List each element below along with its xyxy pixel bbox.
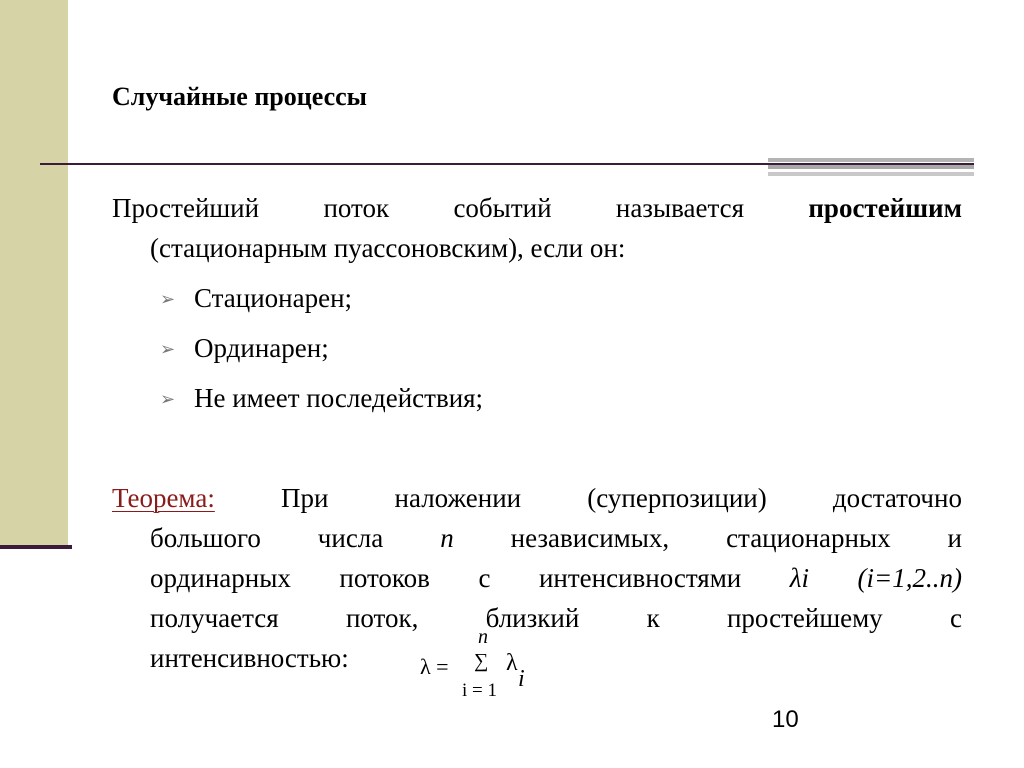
list-item: ➢ Стационарен; bbox=[160, 278, 352, 318]
formula-upper-limit: n bbox=[478, 626, 488, 648]
sum-icon: ∑ bbox=[474, 650, 489, 672]
formula-subscript: i bbox=[518, 666, 525, 692]
title-rule-accent bbox=[768, 158, 974, 177]
formula-lower-limit: i = 1 bbox=[462, 680, 497, 701]
definition-line-1: Простейший поток событий называется простейшим bbox=[112, 188, 962, 228]
theorem-line-1: Теорема: При наложении (суперпозиции) достаточно bbox=[112, 478, 962, 518]
page-number: 10 bbox=[772, 706, 799, 733]
theorem-line-5: интенсивностью: bbox=[150, 643, 349, 673]
definition-paragraph bbox=[112, 188, 962, 268]
arrow-bullet-icon: ➢ bbox=[160, 289, 176, 309]
intensity-formula bbox=[420, 626, 550, 701]
theorem-line-4: получается поток, близкий к простейшему с bbox=[150, 603, 962, 633]
emphasized-term: простейшим bbox=[808, 193, 962, 223]
theorem-line-3: ординарных потоков с интенсивностями λi (i=1,2..n) bbox=[150, 563, 962, 593]
formula-lhs: λ = bbox=[420, 654, 449, 679]
list-item: ➢ Ординарен; bbox=[160, 328, 329, 368]
list-item: ➢ Не имеет последействия; bbox=[160, 378, 483, 418]
arrow-bullet-icon: ➢ bbox=[160, 389, 176, 409]
theorem-label: Теорема: bbox=[112, 483, 215, 513]
arrow-bullet-icon: ➢ bbox=[160, 339, 176, 359]
slide-title: Случайные процессы bbox=[112, 82, 367, 111]
sidebar-divider bbox=[0, 545, 72, 549]
sidebar-decoration bbox=[0, 0, 68, 545]
definition-line-2: (стационарным пуассоновским), если он: bbox=[150, 233, 626, 263]
theorem-line-2: большого числа n независимых, стационарных и bbox=[150, 523, 962, 553]
formula-term: λ bbox=[506, 650, 518, 676]
